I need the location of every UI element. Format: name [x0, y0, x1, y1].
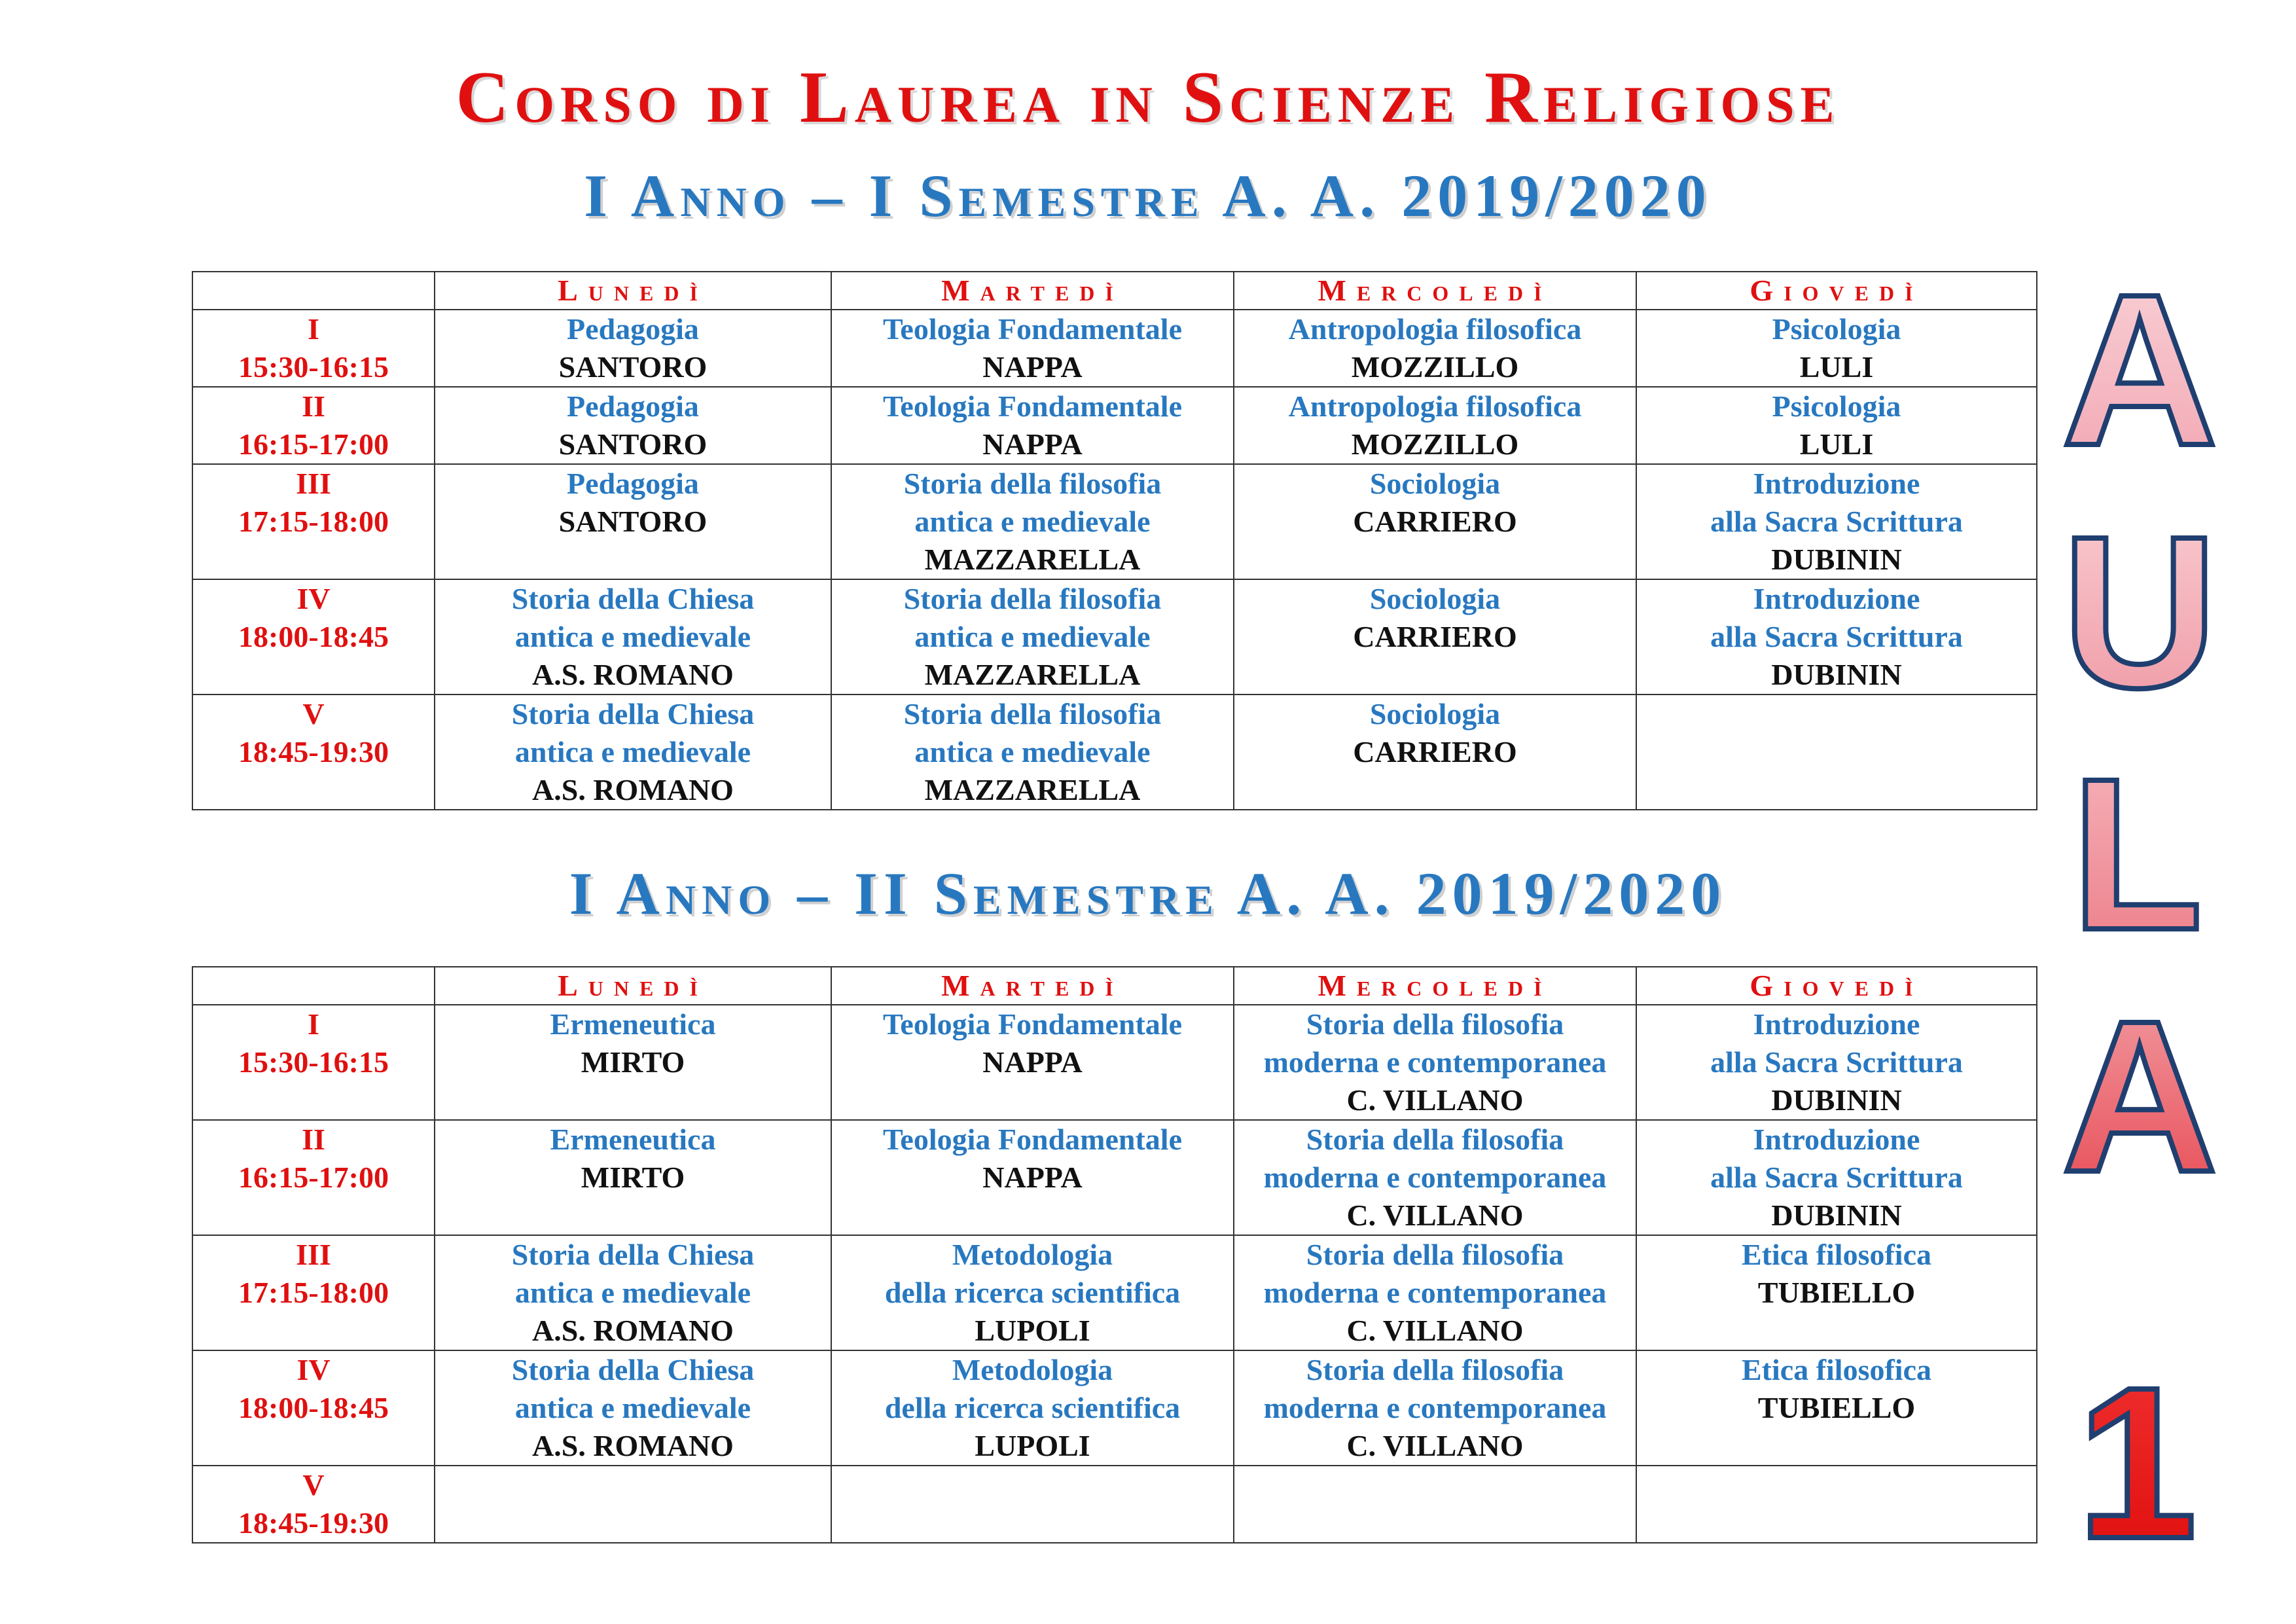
teacher-name: A.S. ROMANO	[532, 773, 734, 806]
day-header: Lunedì	[435, 967, 831, 1005]
subject-line: moderna e contemporanea	[1263, 1276, 1607, 1309]
teacher-name: LULI	[1799, 350, 1874, 384]
subject-line: antica e medievale	[914, 505, 1151, 538]
lesson-cell	[831, 1350, 1234, 1466]
slot-time: 18:45-19:30	[238, 735, 389, 768]
lesson-cell	[1636, 1350, 2037, 1466]
subject-line: moderna e contemporanea	[1263, 1391, 1607, 1424]
teacher-name: C. VILLANO	[1346, 1429, 1524, 1462]
day-header: Martedì	[831, 967, 1234, 1005]
teacher-name: LUPOLI	[975, 1429, 1090, 1462]
subject-line: moderna e contemporanea	[1263, 1045, 1607, 1079]
lesson-cell	[831, 310, 1234, 387]
teacher-name: NAPPA	[982, 1045, 1083, 1079]
slot-number: II	[302, 389, 325, 423]
teacher-name: NAPPA	[982, 427, 1083, 461]
subject-line: della ricerca scientifica	[884, 1276, 1181, 1309]
subject-line: Storia della filosofia	[1306, 1123, 1564, 1156]
teacher-name: TUBIELLO	[1757, 1391, 1916, 1424]
lesson-cell	[1234, 1235, 1636, 1350]
subject-line: Metodologia	[952, 1353, 1113, 1386]
teacher-name: LUPOLI	[975, 1314, 1090, 1347]
teacher-name: MAZZARELLA	[924, 658, 1141, 691]
time-slot-cell	[192, 1350, 435, 1466]
slot-time: 16:15-17:00	[238, 1161, 389, 1194]
lesson-cell	[435, 1005, 831, 1120]
time-slot-cell	[192, 387, 435, 464]
slot-time: 17:15-18:00	[238, 1276, 389, 1309]
lesson-cell	[435, 1235, 831, 1350]
slot-number: IV	[296, 1353, 331, 1386]
slot-number: III	[296, 1238, 331, 1271]
aula-letter: A	[2062, 249, 2218, 490]
subject-line: antica e medievale	[514, 735, 751, 768]
teacher-name: C. VILLANO	[1346, 1083, 1524, 1117]
subject-line: alla Sacra Scrittura	[1710, 1045, 1963, 1079]
lesson-cell	[1636, 695, 2037, 810]
subject-line: Storia della filosofia	[903, 582, 1162, 615]
lesson-cell	[1234, 695, 1636, 810]
teacher-name: SANTORO	[558, 505, 708, 538]
schedule-row	[192, 579, 2037, 695]
teacher-name: LULI	[1799, 427, 1874, 461]
teacher-name: MOZZILLO	[1351, 350, 1519, 384]
lesson-cell	[1234, 1120, 1636, 1235]
subject-line: Teologia Fondamentale	[882, 389, 1183, 423]
lesson-cell	[1234, 1466, 1636, 1543]
aula-letter: L	[2062, 746, 2212, 962]
subject-line: alla Sacra Scrittura	[1710, 620, 1963, 653]
schedule-row	[192, 464, 2037, 579]
lesson-cell	[831, 579, 1234, 695]
subject-line: della ricerca scientifica	[884, 1391, 1181, 1424]
schedule-row	[192, 1005, 2037, 1120]
subject-line: alla Sacra Scrittura	[1710, 1161, 1963, 1194]
slot-time: 15:30-16:15	[238, 1045, 389, 1079]
lesson-cell	[1636, 1235, 2037, 1350]
teacher-name: NAPPA	[982, 350, 1083, 384]
lesson-cell	[435, 464, 831, 579]
schedule-row	[192, 1120, 2037, 1235]
subject-line: alla Sacra Scrittura	[1710, 505, 1963, 538]
semester2-rows	[192, 1005, 2037, 1543]
lesson-cell	[1234, 310, 1636, 387]
teacher-name: A.S. ROMANO	[532, 1429, 734, 1462]
time-slot-cell	[192, 1005, 435, 1120]
lesson-cell	[435, 579, 831, 695]
teacher-name: CARRIERO	[1353, 620, 1517, 653]
lesson-cell	[831, 695, 1234, 810]
semester2-schedule-table	[192, 966, 2037, 1543]
subject-line: antica e medievale	[514, 1391, 751, 1424]
teacher-name: TUBIELLO	[1757, 1276, 1916, 1309]
lesson-cell	[831, 1466, 1234, 1543]
lesson-cell	[435, 387, 831, 464]
subject-line: Storia della Chiesa	[511, 582, 755, 615]
subject-line: Storia della Chiesa	[511, 697, 755, 731]
time-slot-cell	[192, 1466, 435, 1543]
subject-line: Antropologia filosofica	[1288, 389, 1582, 423]
time-slot-cell	[192, 579, 435, 695]
day-header: Lunedì	[435, 272, 831, 310]
table-header-row	[192, 272, 2037, 310]
time-slot-cell	[192, 695, 435, 810]
semester1-schedule-table	[192, 271, 2037, 810]
subject-line: Storia della filosofia	[903, 697, 1162, 731]
time-slot-cell	[192, 1120, 435, 1235]
slot-time: 15:30-16:15	[238, 350, 389, 384]
header-corner	[192, 272, 435, 310]
lesson-cell	[1234, 387, 1636, 464]
slot-number: I	[308, 1007, 319, 1041]
slot-time: 18:00-18:45	[238, 1391, 389, 1424]
lesson-cell	[435, 310, 831, 387]
day-header: Mercoledì	[1234, 272, 1636, 310]
lesson-cell	[1636, 387, 2037, 464]
header-corner	[192, 967, 435, 1005]
teacher-name: CARRIERO	[1353, 505, 1517, 538]
slot-number: V	[302, 1468, 325, 1502]
teacher-name: MIRTO	[581, 1161, 685, 1194]
subject-line: Etica filosofica	[1742, 1353, 1931, 1386]
subject-line: Sociologia	[1369, 467, 1501, 500]
teacher-name: DUBININ	[1771, 1083, 1902, 1117]
lesson-cell	[831, 464, 1234, 579]
subject-line: antica e medievale	[514, 1276, 751, 1309]
day-header: Mercoledì	[1234, 967, 1636, 1005]
teacher-name: C. VILLANO	[1346, 1199, 1524, 1232]
slot-number: I	[308, 312, 319, 346]
time-slot-cell	[192, 310, 435, 387]
slot-time: 17:15-18:00	[238, 505, 389, 538]
lesson-cell	[1636, 464, 2037, 579]
lesson-cell	[1234, 579, 1636, 695]
table-header-row	[192, 967, 2037, 1005]
schedule-row	[192, 1235, 2037, 1350]
subject-line: Psicologia	[1772, 389, 1901, 423]
subject-line: Introduzione	[1753, 1007, 1920, 1041]
subject-line: moderna e contemporanea	[1263, 1161, 1607, 1194]
semester2-title: I Anno – II Semestre A. A. 2019/2020	[569, 860, 1727, 927]
subject-line: Teologia Fondamentale	[882, 312, 1183, 346]
subject-line: Storia della Chiesa	[511, 1238, 755, 1271]
slot-time: 18:45-19:30	[238, 1506, 389, 1540]
lesson-cell	[1636, 310, 2037, 387]
day-header: Giovedì	[1636, 272, 2037, 310]
lesson-cell	[1234, 464, 1636, 579]
page-title: Corso di Laurea in Scienze Religiose	[456, 57, 1840, 138]
subject-line: Metodologia	[952, 1238, 1113, 1271]
slot-number: IV	[296, 582, 331, 615]
lesson-cell	[831, 1005, 1234, 1120]
lesson-cell	[435, 1350, 831, 1466]
subject-line: Introduzione	[1753, 582, 1920, 615]
teacher-name: A.S. ROMANO	[532, 1314, 734, 1347]
schedule-row	[192, 387, 2037, 464]
schedule-row	[192, 695, 2037, 810]
lesson-cell	[435, 1466, 831, 1543]
time-slot-cell	[192, 1235, 435, 1350]
teacher-name: CARRIERO	[1353, 735, 1517, 768]
slot-number: III	[296, 467, 331, 500]
teacher-name: DUBININ	[1771, 543, 1902, 576]
lesson-cell	[1234, 1350, 1636, 1466]
lesson-cell	[1636, 579, 2037, 695]
slot-time: 18:00-18:45	[238, 620, 389, 653]
semester1-rows	[192, 310, 2037, 810]
teacher-name: SANTORO	[558, 427, 708, 461]
lesson-cell	[831, 387, 1234, 464]
teacher-name: DUBININ	[1771, 658, 1902, 691]
subject-line: Teologia Fondamentale	[882, 1123, 1183, 1156]
subject-line: Storia della Chiesa	[511, 1353, 755, 1386]
lesson-cell	[435, 695, 831, 810]
subject-line: Ermeneutica	[550, 1007, 716, 1041]
subject-line: Teologia Fondamentale	[882, 1007, 1183, 1041]
subject-line: antica e medievale	[914, 735, 1151, 768]
subject-line: Storia della filosofia	[903, 467, 1162, 500]
day-header: Giovedì	[1636, 967, 2037, 1005]
aula-number: 1	[2062, 1355, 2212, 1571]
semester1-title: I Anno – I Semestre A. A. 2019/2020	[584, 162, 1712, 229]
subject-line: Antropologia filosofica	[1288, 312, 1582, 346]
teacher-name: MOZZILLO	[1351, 427, 1519, 461]
lesson-cell	[1636, 1120, 2037, 1235]
lesson-cell	[831, 1235, 1234, 1350]
subject-line: Pedagogia	[567, 389, 699, 423]
teacher-name: SANTORO	[558, 350, 708, 384]
teacher-name: A.S. ROMANO	[532, 658, 734, 691]
subject-line: Pedagogia	[567, 467, 699, 500]
aula-letter: U	[2062, 491, 2218, 732]
lesson-cell	[435, 1120, 831, 1235]
subject-line: Storia della filosofia	[1306, 1353, 1564, 1386]
teacher-name: MAZZARELLA	[924, 543, 1141, 576]
schedule-row	[192, 1350, 2037, 1466]
subject-line: Introduzione	[1753, 467, 1920, 500]
slot-number: II	[302, 1123, 325, 1156]
subject-line: Introduzione	[1753, 1123, 1920, 1156]
subject-line: Storia della filosofia	[1306, 1007, 1564, 1041]
teacher-name: DUBININ	[1771, 1199, 1902, 1232]
subject-line: Sociologia	[1369, 697, 1501, 731]
lesson-cell	[831, 1120, 1234, 1235]
lesson-cell	[1234, 1005, 1636, 1120]
subject-line: antica e medievale	[514, 620, 751, 653]
subject-line: Etica filosofica	[1742, 1238, 1931, 1271]
subject-line: Pedagogia	[567, 312, 699, 346]
time-slot-cell	[192, 464, 435, 579]
subject-line: Psicologia	[1772, 312, 1901, 346]
schedule-row	[192, 1466, 2037, 1543]
day-header: Martedì	[831, 272, 1234, 310]
teacher-name: C. VILLANO	[1346, 1314, 1524, 1347]
lesson-cell	[1636, 1466, 2037, 1543]
teacher-name: NAPPA	[982, 1161, 1083, 1194]
slot-time: 16:15-17:00	[238, 427, 389, 461]
subject-line: antica e medievale	[914, 620, 1151, 653]
subject-line: Storia della filosofia	[1306, 1238, 1564, 1271]
teacher-name: MAZZARELLA	[924, 773, 1141, 806]
lesson-cell	[1636, 1005, 2037, 1120]
teacher-name: MIRTO	[581, 1045, 685, 1079]
aula-letter: A	[2062, 975, 2218, 1217]
schedule-row	[192, 310, 2037, 387]
slot-number: V	[302, 697, 325, 731]
subject-line: Ermeneutica	[550, 1123, 716, 1156]
subject-line: Sociologia	[1369, 582, 1501, 615]
